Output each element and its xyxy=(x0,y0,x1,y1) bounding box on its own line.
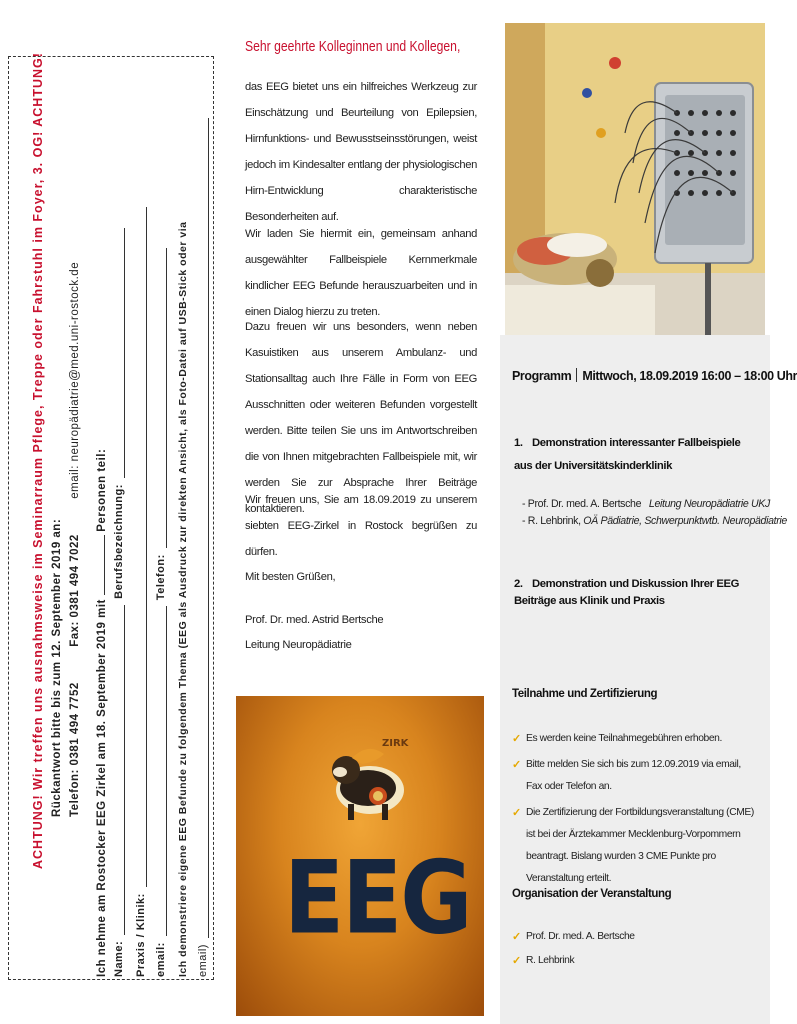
eeg-machine-photo xyxy=(505,23,765,335)
speaker-2 xyxy=(522,513,787,530)
demo-text-2: email) xyxy=(197,944,209,977)
reply-deadline: Rückantwort bitte bis zum 12. September 2019 an: xyxy=(51,518,63,817)
paragraph-1: das EEG bietet uns ein hilfreiches Werkzeug zur Einschätzung und Beurteilung von Epilepsien, Hirnfunktions- und Bewusstseinsstörungen, weist jedoch im Kindesalter entlang der physiologischen Hirn-Entwicklung charakteristische Besonderheiten auf. xyxy=(245,81,477,223)
participation-heading: Teilnahme und Zertifizierung xyxy=(512,688,658,700)
organiser-1: Prof. Dr. med. A. Bertsche xyxy=(526,931,635,942)
name-row xyxy=(113,222,125,977)
contact-email: email: neuropädiatrie@med.uni-rostock.de xyxy=(69,261,81,499)
speaker-2-role: OÄ Pädiatrie, Schwerpunktwtb. Neuropädiatrie xyxy=(583,515,787,527)
attendance-text: Ich nehme am Rostocker EEG Zirkel am 18. September 2019 mit xyxy=(96,599,108,977)
list-item xyxy=(512,950,758,972)
name-field[interactable] xyxy=(113,605,125,935)
speaker-1-name: - Prof. Dr. med. A. Bertsche xyxy=(522,498,642,510)
list-item xyxy=(512,754,758,798)
program-item-2-number: 2. xyxy=(514,578,523,590)
program-heading xyxy=(512,368,797,383)
organisation-list xyxy=(512,926,758,972)
check-icon: ✓ xyxy=(512,931,521,943)
check-icon: ✓ xyxy=(512,733,521,745)
attendance-line xyxy=(95,449,108,977)
speaker-1-role: Leitung Neuropädiatrie UKJ xyxy=(648,498,770,510)
greeting: Sehr geehrte Kolleginnen und Kollegen, xyxy=(245,39,461,55)
program-title: Programm xyxy=(512,369,572,383)
check-icon: ✓ xyxy=(512,955,521,967)
signer-name: Prof. Dr. med. Astrid Bertsche xyxy=(245,614,384,626)
organiser-2: R. Lehbrink xyxy=(526,955,575,966)
paragraph-4: Wir freuen uns, Sie am 18.09.2019 zu unserem siebten EEG-Zirkel in Rostock begrüßen zu dürfen. xyxy=(245,494,477,558)
persons-field[interactable] xyxy=(95,535,105,595)
practice-row xyxy=(135,201,147,977)
program-item-1 xyxy=(514,432,752,478)
eeg-door-lettering: EEG xyxy=(284,838,471,957)
eeg-machine-illustration xyxy=(505,23,765,335)
participation-item-2: Bitte melden Sie sich bis zum 12.09.2019 via email, Fax oder Telefon an. xyxy=(526,759,741,792)
profession-label: Berufsbezeichnung: xyxy=(113,484,125,599)
program-item-2-text: Demonstration und Diskussion Ihrer EEG Beiträge aus Klinik und Praxis xyxy=(514,578,740,607)
speaker-1 xyxy=(522,496,787,513)
regards: Mit besten Grüßen, xyxy=(245,571,336,583)
contact-phone: Telefon: 0381 494 7752 xyxy=(69,682,81,817)
name-label: Name: xyxy=(113,940,125,977)
list-item xyxy=(512,802,758,890)
email-field[interactable] xyxy=(155,606,167,936)
signer-role: Leitung Neuropädiatrie xyxy=(245,639,352,651)
horse-sticker-icon xyxy=(318,732,418,832)
paragraph-3: Dazu freuen wir uns besonders, wenn neben Kasuistiken aus unserem Ambulanz- und Stationsalltag auch Ihre Fälle in Form von EEG Ausschnitten oder weiteren Befunden vorgestellt werden. Bitte teilen Sie uns im Antwortschreiben die von Ihnen mitgebrachten Fallbeispiele mit, wir werden Sie zur Absprache Ihrer Beiträge kontaktieren. xyxy=(245,321,477,515)
program-item-2 xyxy=(514,576,752,610)
list-item xyxy=(512,926,758,948)
eeg-door-photo xyxy=(236,696,484,1016)
persons-label: Personen teil: xyxy=(96,448,108,532)
program-date: Mittwoch, 18.09.2019 16:00 – 18:00 Uhr xyxy=(582,369,797,383)
speaker-2-name: - R. Lehbrink, xyxy=(522,515,581,527)
check-icon: ✓ xyxy=(512,759,521,771)
organisation-heading: Organisation der Veranstaltung xyxy=(512,888,672,900)
demo-row-2 xyxy=(197,112,209,977)
svg-text:ZIRK: ZIRK xyxy=(382,738,409,749)
practice-field[interactable] xyxy=(135,207,147,887)
paragraph-2: Wir laden Sie hiermit ein, gemeinsam anhand ausgewählter Fallbeispiele Kernmerkmale kindlicher EEG Befunde herauszuarbeiten und in einen Dialog hierzu zu treten. xyxy=(245,228,477,318)
participation-item-3: Die Zertifizierung der Fortbildungsveranstaltung (CME) ist bei der Ärztekammer Mecklenburg-Vorpommern beantragt. Bislang wurden 3 CME Punkte pro Veranstaltung erteilt. xyxy=(526,807,754,884)
demo-row xyxy=(177,222,189,977)
participation-list xyxy=(512,728,758,890)
topic-field[interactable] xyxy=(197,118,209,938)
list-item xyxy=(512,728,758,750)
phone-field[interactable] xyxy=(155,248,167,548)
program-item-1-text: Demonstration interessanter Fallbeispiele aus der Universitätskinderklinik xyxy=(514,437,741,472)
check-icon: ✓ xyxy=(512,807,521,819)
program-item-1-number: 1. xyxy=(514,437,523,449)
reply-form xyxy=(8,52,214,980)
venue-warning: ACHTUNG! Wir treffen uns ausnahmsweise im Seminarraum Pflege, Treppe oder Fahrstuhl im Foyer, 3. OG! ACHTUNG! xyxy=(31,52,45,869)
phone-label: Telefon: xyxy=(155,554,167,601)
participation-item-1: Es werden keine Teilnahmegebühren erhoben. xyxy=(526,733,722,744)
profession-field[interactable] xyxy=(113,228,125,478)
contact-fax: Fax: 0381 494 7022 xyxy=(69,534,81,647)
email-label: email: xyxy=(155,942,167,977)
practice-label: Praxis / Klinik: xyxy=(135,893,147,977)
email-row xyxy=(155,242,167,977)
speaker-list xyxy=(522,496,787,530)
contact-line xyxy=(69,262,81,817)
demo-text: Ich demonstriere eigene EEG Befunde zu folgendem Thema (EEG als Ausdruck zur direkten Ansicht, als Foto-Datei auf USB-Stick oder via xyxy=(177,221,189,977)
